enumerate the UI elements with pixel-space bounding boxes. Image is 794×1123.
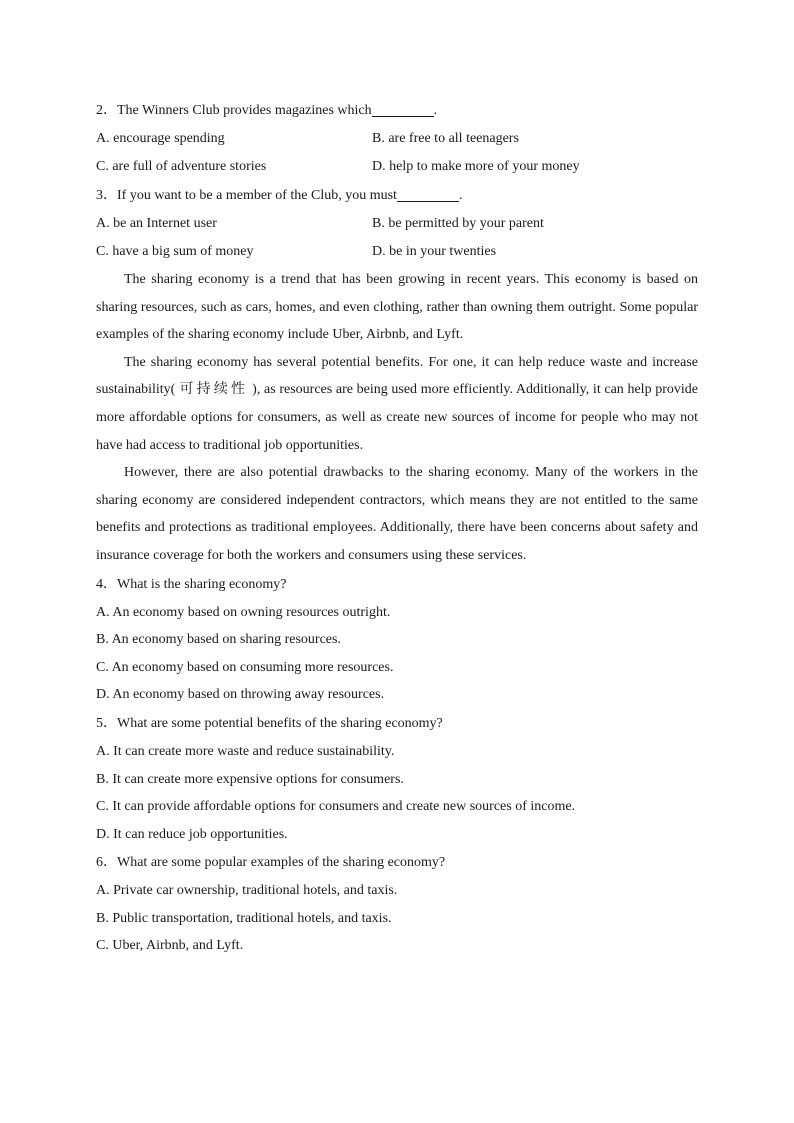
option-c[interactable]: C. have a big sum of money — [96, 244, 254, 259]
question-2-options-row-1 — [96, 125, 698, 153]
option-d[interactable]: D. An economy based on throwing away resources. — [96, 687, 385, 703]
option-b[interactable]: B. are free to all teenagers — [372, 131, 519, 146]
question-3-options-row-2 — [96, 238, 698, 266]
question-5-stem: 5．What are some potential benefits of the sharing economy? — [96, 715, 443, 731]
option-a[interactable]: A. be an Internet user — [96, 216, 217, 231]
option-c[interactable]: C. are full of adventure stories — [96, 159, 267, 174]
question-6-stem: 6．What are some popular examples of the sharing economy? — [96, 855, 446, 871]
question-2-stem: 2．The Winners Club provides magazines which . — [96, 96, 698, 125]
option-d[interactable]: D. It can reduce job opportunities. — [96, 826, 288, 842]
passage-paragraph-3: However, there are also potential drawbacks to the sharing economy. Many of the workers in the sharing economy are considered independent contractors, which means they are not entitled to the same benefits and protections as traditional employees. Additionally, there have been concerns about safety and insurance coverage for both the workers and consumers using these services. — [96, 465, 698, 563]
option-b[interactable]: B. Public transportation, traditional hotels, and taxis. — [96, 910, 392, 926]
option-c[interactable]: C. Uber, Airbnb, and Lyft. — [96, 938, 244, 954]
option-a[interactable]: A. An economy based on owning resources outright. — [96, 604, 391, 620]
question-3-stem: 3．If you want to be a member of the Club, you must . — [96, 181, 698, 210]
answer-blank[interactable] — [397, 185, 459, 202]
chinese-gloss: 可持续性 — [179, 381, 249, 398]
option-c[interactable]: C. It can provide affordable options for consumers and create new sources of income. — [96, 799, 576, 815]
question-3-text: 3．If you want to be a member of the Club, you must — [96, 188, 397, 203]
option-b[interactable]: B. It can create more expensive options for consumers. — [96, 771, 404, 787]
option-c[interactable]: C. An economy based on consuming more resources. — [96, 659, 394, 675]
option-b[interactable]: B. be permitted by your parent — [372, 216, 544, 231]
option-d[interactable]: D. help to make more of your money — [372, 159, 580, 174]
option-a[interactable]: A. Private car ownership, traditional hotels, and taxis. — [96, 883, 398, 899]
option-d[interactable]: D. be in your twenties — [372, 244, 497, 259]
worksheet-page — [96, 96, 698, 960]
question-2-options-row-2 — [96, 153, 698, 181]
answer-blank[interactable] — [372, 100, 434, 117]
question-2-text: 2．The Winners Club provides magazines which — [96, 103, 372, 118]
question-4-stem: 4．What is the sharing economy? — [96, 576, 287, 592]
question-3-options-row-1 — [96, 210, 698, 238]
passage-paragraph-1: The sharing economy is a trend that has been growing in recent years. This economy is based on sharing resources, such as cars, homes, and even clothing, rather than owning them outright. Some popular examples of the sharing economy include Uber, Airbnb, and Lyft. — [96, 272, 698, 343]
option-a[interactable]: A. encourage spending — [96, 131, 225, 146]
passage-paragraph-2: The sharing economy has several potential benefits. For one, it can help reduce waste and increase sustainability( 可持续性 ), as resources are being used more efficiently. Additionally, it can help provide more affordable options for consumers, as well as create new sources of income for people who may not have had access to traditional job opportunities. — [96, 354, 699, 453]
option-b[interactable]: B. An economy based on sharing resources. — [96, 632, 341, 648]
option-a[interactable]: A. It can create more waste and reduce sustainability. — [96, 743, 395, 759]
